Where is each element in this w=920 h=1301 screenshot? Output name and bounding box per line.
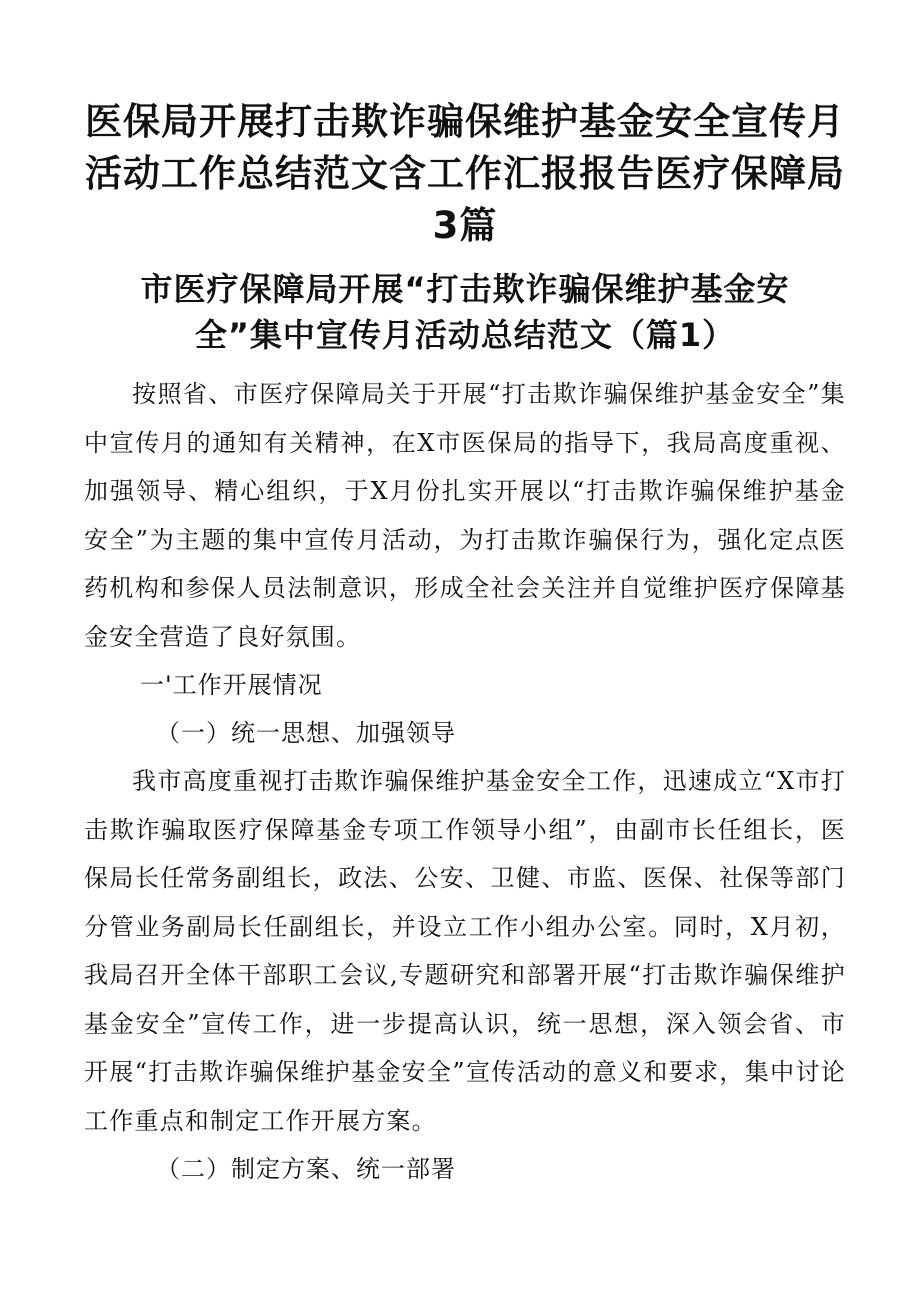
intro-paragraph: 按照省、市医疗保障局关于开展“打击欺诈骗保维护基金安全”集中宣传月的通知有关精神，在X市医保局的指导下，我局高度重视、加强领导、精心组织，于X月份扎实开展以“打击欺诈骗保维护基金安全”为主题的集中宣传月活动，为打击欺诈骗保行为，强化定点医药机构和参保人员法制意识，形成全社会关注并自觉维护医疗保障基金安全营造了良好氛围。	[84, 380, 846, 651]
title-line-3: 3篇	[432, 204, 498, 247]
section-heading-work-status: 一'工作开展情况	[140, 671, 323, 699]
subsection-heading-leadership: （一）统一思想、加强领导	[156, 719, 456, 747]
subsection-heading-plan: （二）制定方案、统一部署	[156, 1155, 456, 1183]
subtitle-line-1: 市医疗保障局开展“打击欺诈骗保维护基金安	[140, 270, 790, 308]
subtitle-line-2: 全”集中宣传月活动总结范文（篇1）	[194, 316, 736, 354]
document-title	[84, 96, 846, 252]
leadership-paragraph: 我市高度重视打击欺诈骗保维护基金安全工作，迅速成立“X市打击欺诈骗取医疗保障基金专项工作领导小组”，由副市长任组长，医保局长任常务副组长，政法、公安、卫健、市监、医保、社保等部门分管业务副局长任副组长，并设立工作小组办公室。同时，X月初，我局召开全体干部职工会议,专题研究和部署开展“打击欺诈骗保维护基金安全”宣传工作，进一步提高认识，统一思想，深入领会省、市开展“打击欺诈骗保维护基金安全”宣传活动的意义和要求，集中讨论工作重点和制定工作开展方案。	[84, 767, 846, 1135]
title-line-2: 活动工作总结范文含工作汇报报告医疗保障局	[85, 152, 845, 195]
title-line-1: 医保局开展打击欺诈骗保维护基金安全宣传月	[85, 100, 845, 143]
article-subtitle	[84, 266, 846, 358]
